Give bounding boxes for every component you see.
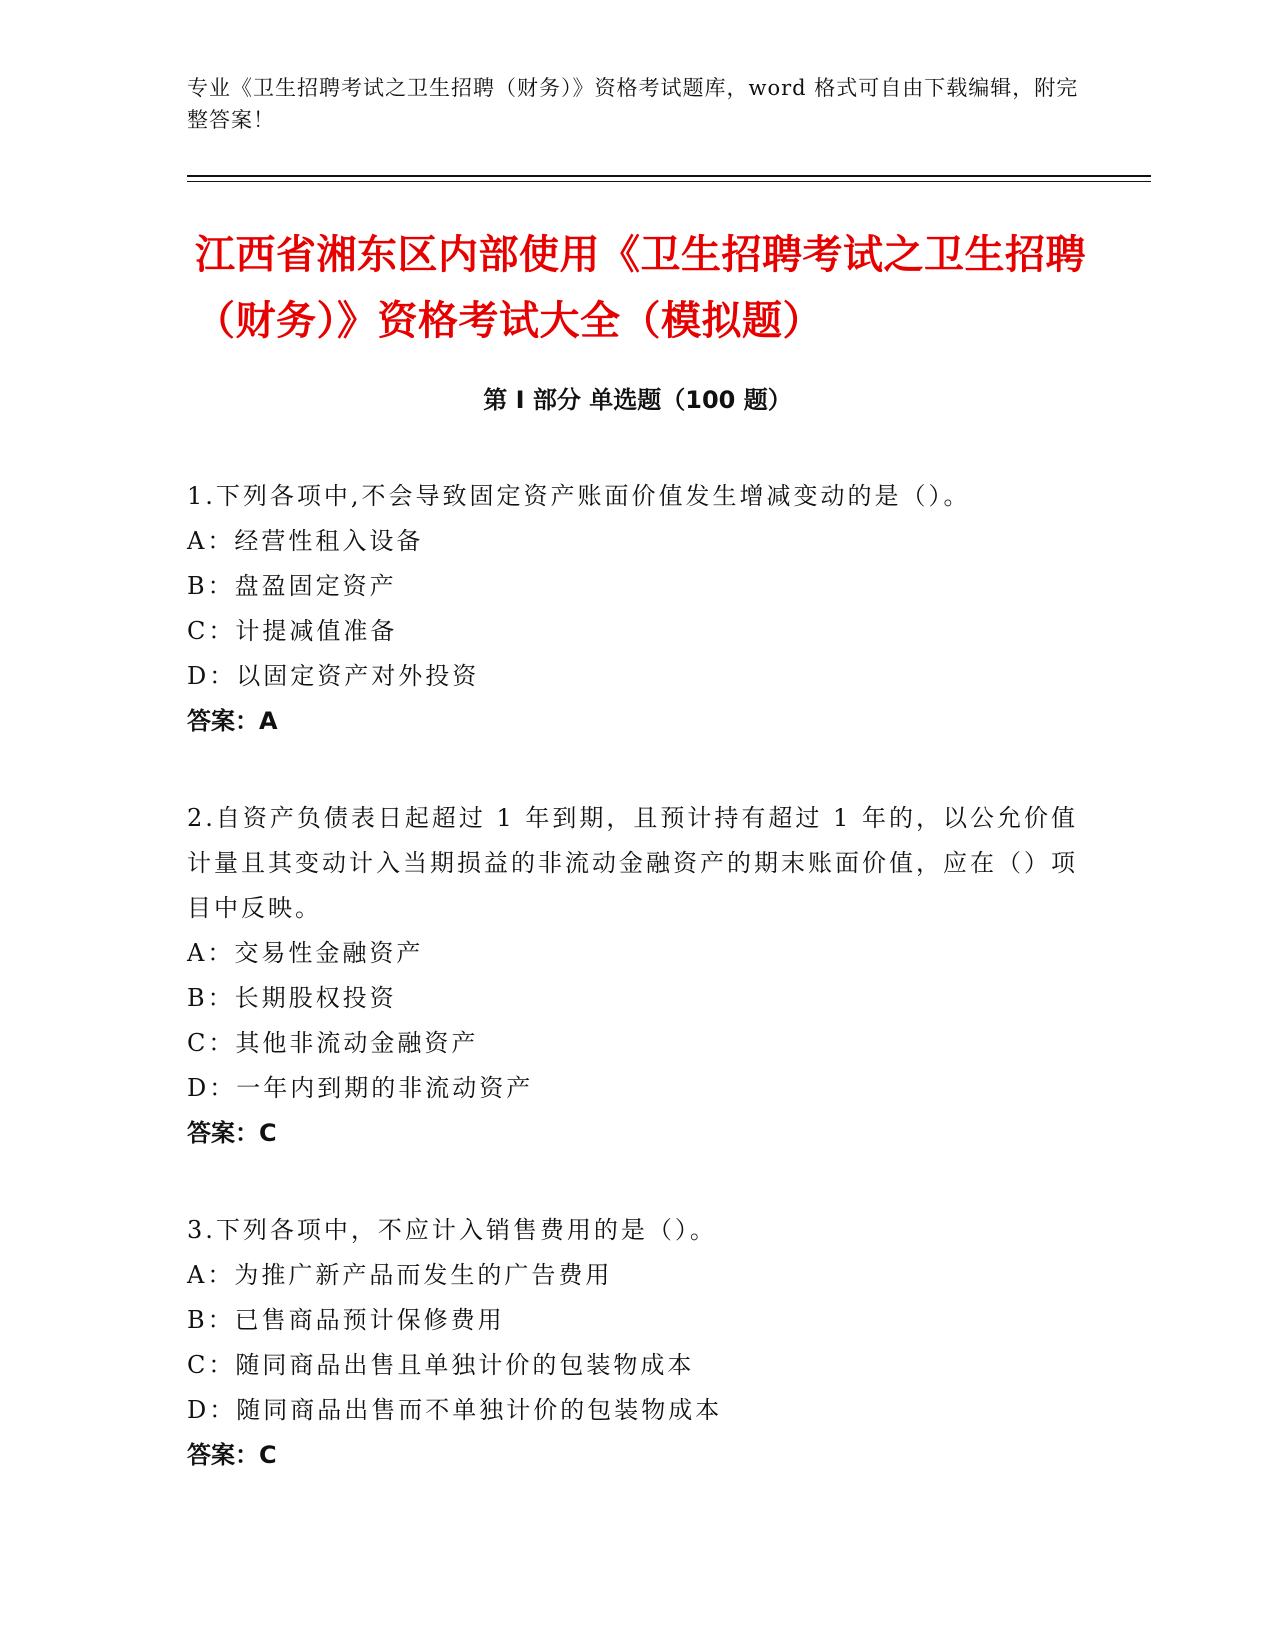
option-b: B：已售商品预计保修费用 [187, 1306, 505, 1334]
question-stem: 2.自资产负债表日起超过 1 年到期，且预计持有超过 1 年的，以公允价值计量且其变动计入当期损益的非流动金融资产的期末账面价值，应在（）项目中反映。 [187, 804, 1078, 922]
answer: 答案：C [187, 1441, 277, 1469]
header-divider-thin [187, 181, 1151, 182]
option-c: C：计提减值准备 [187, 617, 398, 645]
option-c: C：其他非流动金融资产 [187, 1029, 479, 1057]
option-b: B：盘盈固定资产 [187, 572, 397, 600]
section-heading: 第 I 部分 单选题（100 题） [483, 386, 792, 414]
option-a: A：为推广新产品而发生的广告费用 [187, 1261, 613, 1289]
option-a: A：经营性租入设备 [187, 527, 424, 555]
option-d: D：以固定资产对外投资 [187, 662, 480, 690]
question-stem: 3.下列各项中，不应计入销售费用的是（）。 [187, 1216, 717, 1244]
option-a: A：交易性金融资产 [187, 939, 424, 967]
question-1 [187, 474, 1087, 744]
option-b: B：长期股权投资 [187, 984, 397, 1012]
answer: 答案：C [187, 1119, 277, 1147]
question-stem: 1.下列各项中,不会导致固定资产账面价值发生增减变动的是（）。 [187, 482, 971, 510]
answer: 答案：A [187, 707, 278, 735]
option-c: C：随同商品出售且单独计价的包装物成本 [187, 1351, 695, 1379]
option-d: D：一年内到期的非流动资产 [187, 1074, 534, 1102]
header-divider-thick [187, 175, 1151, 177]
question-2 [187, 796, 1087, 1156]
header-note: 专业《卫生招聘考试之卫生招聘（财务）》资格考试题库，word 格式可自由下载编辑，附完整答案！ [187, 76, 1079, 132]
option-d: D：随同商品出售而不单独计价的包装物成本 [187, 1396, 723, 1424]
question-3 [187, 1208, 1087, 1478]
question-list [187, 474, 1087, 1530]
document-title: 江西省湘东区内部使用《卫生招聘考试之卫生招聘（财务）》资格考试大全（模拟题） [195, 232, 1086, 344]
